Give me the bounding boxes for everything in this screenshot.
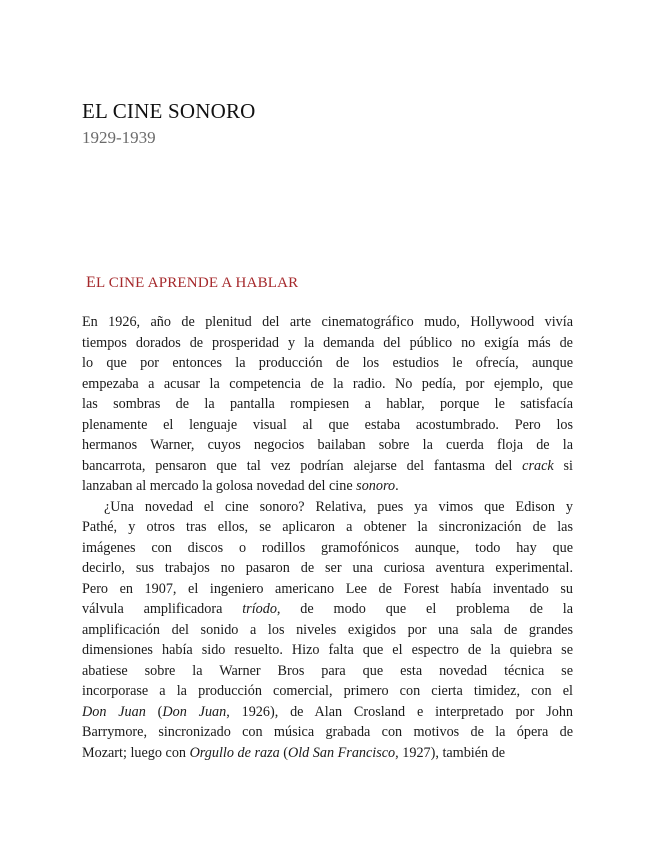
chapter-years: 1929-1939 — [82, 128, 156, 147]
section-heading-initial: E — [86, 274, 96, 291]
body-text — [82, 312, 573, 763]
italic-title: Don Juan — [162, 703, 227, 720]
section-heading — [86, 274, 298, 292]
text-line: las sombras de la pantalla rompiesen a hablar, porque le satisfacía — [82, 396, 573, 412]
paragraph — [82, 312, 573, 497]
italic-title: Orgullo de raza — [189, 744, 280, 761]
chapter-title: EL CINE SONORO — [82, 99, 256, 123]
text-line: En 1926, año de plenitud del arte cinematográfico mudo, Hollywood vivía — [82, 314, 573, 330]
italic-title: Don Juan — [82, 703, 146, 720]
italic-title: crack — [522, 457, 554, 474]
text-line: lanzaban al mercado la golosa novedad del cine sonoro. — [82, 478, 399, 494]
text-line: tiempos dorados de prosperidad y la demanda del público no exigía más de — [82, 334, 573, 351]
italic-title: sonoro — [356, 478, 396, 494]
text-line: decirlo, sus trabajos no pasaron de ser una curiosa aventura experimental. — [82, 560, 573, 576]
section-heading-rest: L CINE APRENDE A HABLAR — [95, 275, 299, 291]
paragraph — [82, 497, 573, 764]
text-line: plenamente el lenguaje visual al que estaba acostumbrado. Pero los — [82, 416, 573, 433]
text-line: amplificación del sonido a los niveles exigidos por una sala de grandes — [82, 621, 573, 638]
text-line: empezaba a acusar la competencia de la radio. No pedía, por ejemplo, que — [82, 375, 573, 392]
text-line: Don Juan (Don Juan, 1926), de Alan Crosland e interpretado por John — [82, 703, 573, 720]
italic-title: tríodo — [242, 601, 277, 617]
text-line: imágenes con discos o rodillos gramofónicos aunque, todo hay que — [82, 539, 573, 556]
text-line: Pathé, y otros tras ellos, se aplicaron a obtener la sincronización de las — [82, 519, 573, 535]
text-line: Pero en 1907, el ingeniero americano Lee de Forest había inventado su — [82, 580, 573, 597]
text-line: abatiese sobre la Warner Bros para que esta novedad técnica se — [82, 662, 573, 679]
text-line: hermanos Warner, cuyos negocios bailaban sobre la cuerda floja de la — [82, 437, 573, 453]
text-line: dimensiones había sido resuelto. Hizo falta que el espectro de la quiebra se — [82, 642, 573, 658]
text-line: válvula amplificadora tríodo, de modo que el problema de la — [82, 601, 573, 617]
text-line: lo que por entonces la producción de los estudios le ofrecía, aunque — [82, 355, 573, 371]
text-line: incorporase a la producción comercial, primero con cierta timidez, con el — [82, 683, 573, 699]
text-line: bancarrota, pensaron que tal vez podrían alejarse del fantasma del crack si — [82, 457, 573, 474]
italic-title: Old San Francisco — [287, 744, 396, 761]
text-line: ¿Una novedad el cine sonoro? Relativa, pues ya vimos que Edison y — [104, 498, 573, 515]
text-line: Barrymore, sincronizado con música grabada con motivos de la ópera de — [82, 724, 573, 740]
text-line: Mozart; luego con Orgullo de raza (Old San Francisco, 1927), también de — [82, 744, 506, 761]
